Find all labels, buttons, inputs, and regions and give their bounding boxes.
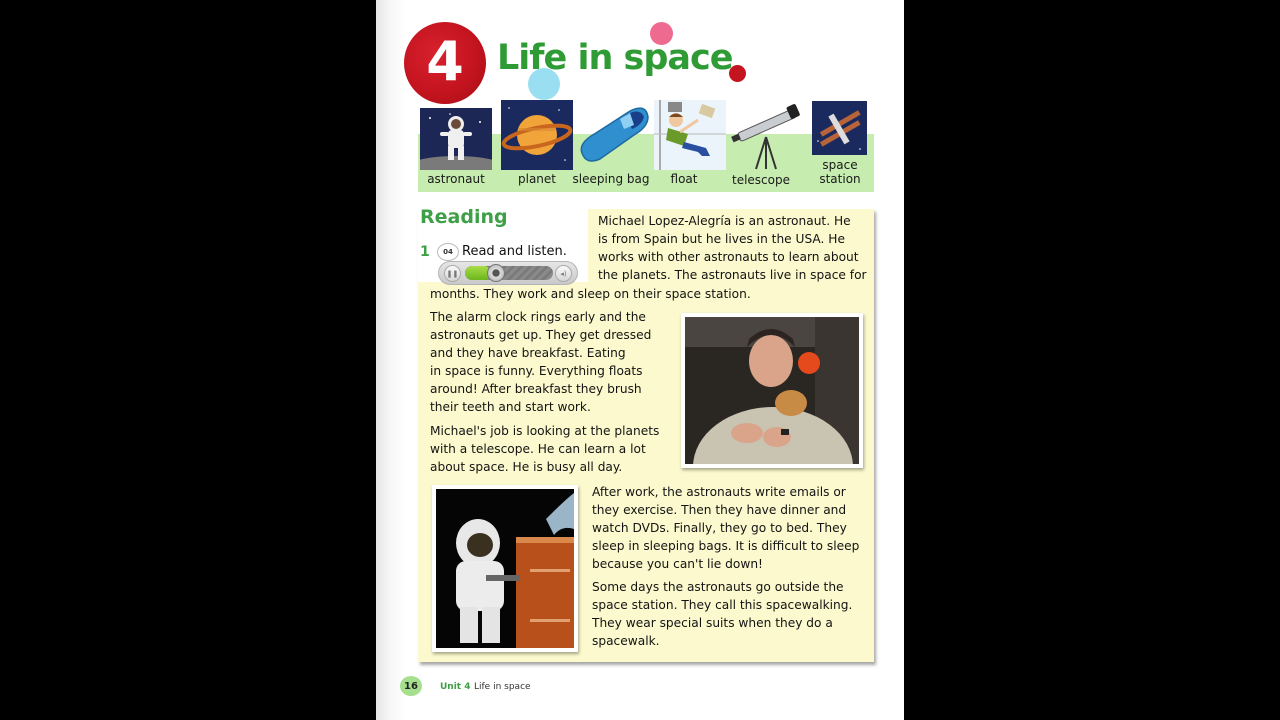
reading-heading: Reading <box>420 206 508 228</box>
audio-track-icon[interactable]: 04 <box>437 243 459 261</box>
float-icon <box>654 100 726 170</box>
audio-progress-bar[interactable] <box>465 266 553 280</box>
page-title: Life in space <box>497 38 733 78</box>
textbook-page <box>376 0 904 720</box>
spacewalk-photo <box>432 485 578 652</box>
sleeping-bag-icon <box>576 103 652 165</box>
space-station-icon <box>812 101 867 155</box>
planet-icon <box>501 100 573 170</box>
footer-unit-title: Life in space <box>474 682 531 692</box>
unit-number-badge <box>404 22 486 104</box>
vocab-label-telescope: telescope <box>732 173 790 187</box>
audio-scrubber-knob[interactable] <box>487 264 505 282</box>
audio-player <box>438 261 578 285</box>
vocab-label-astronaut: astronaut <box>427 172 485 186</box>
vocab-label-planet: planet <box>518 172 556 186</box>
pause-icon: ❚❚ <box>446 269 459 278</box>
astronaut-icon <box>420 108 492 170</box>
astronaut-eating-photo <box>681 313 863 468</box>
volume-icon: ◂) <box>560 269 567 278</box>
vocab-label-space-station: space station <box>819 158 861 186</box>
paragraph-1: Michael Lopez-Alegría is an astronaut. He is from Spain but he lives in the USA. He works with other astronauts to learn about the planets. The astronauts live in space for <box>598 214 867 282</box>
unit-number: 4 <box>426 30 464 93</box>
paragraph-5: Some days the astronauts go outside the space station. They call this spacewalking. They wear special suits when they do a spacewalk. <box>592 580 853 648</box>
paragraph-4: After work, the astronauts write emails or they exercise. Then they have dinner and watch DVDs. Finally, they go to bed. They sleep in sleeping bags. It is difficult to sleep because you can't lie down! <box>592 485 860 571</box>
footer-unit-label: Unit 4 <box>440 682 471 692</box>
exercise-number: 1 <box>420 244 430 260</box>
paragraph-3: Michael's job is looking at the planets with a telescope. He can learn a lot about space. He is busy all day. <box>430 424 660 474</box>
exercise-instruction: Read and listen. <box>462 244 567 259</box>
vocab-label-sleeping-bag: sleeping bag <box>572 172 650 186</box>
pause-button[interactable] <box>444 265 461 282</box>
page-number: 16 <box>400 676 422 696</box>
volume-button[interactable] <box>555 265 572 282</box>
telescope-icon <box>728 103 804 171</box>
vocab-label-float: float <box>670 172 698 186</box>
paragraph-2: The alarm clock rings early and the astronauts get up. They get dressed and they have breakfast. Eating in space is funny. Everything floats around! After breakfast they brush their teeth and start work. <box>430 310 652 414</box>
paragraph-1-continuation: months. They work and sleep on their space station. <box>430 287 751 301</box>
